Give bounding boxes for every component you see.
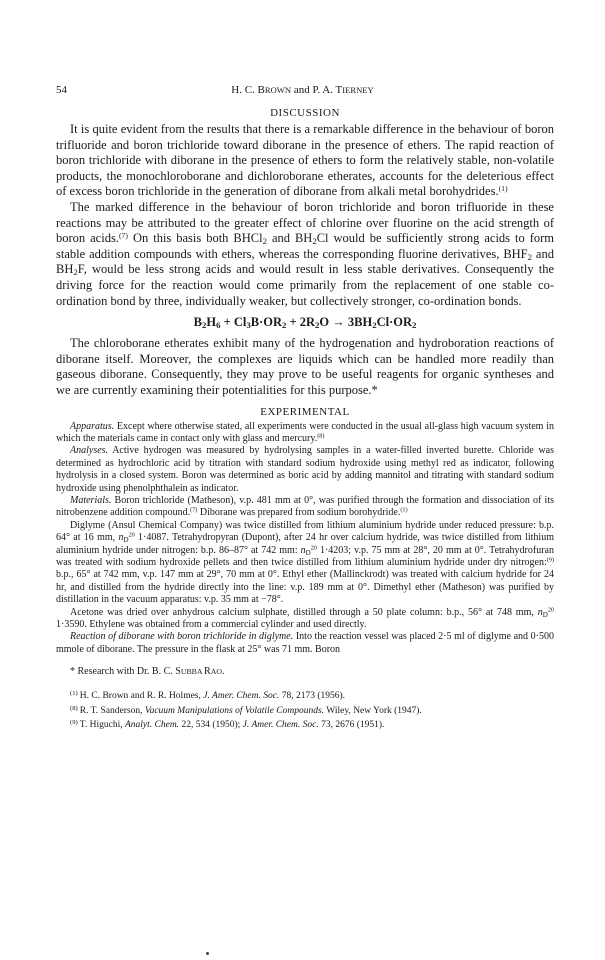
running-header	[56, 84, 554, 98]
reaction-equation: $B_2H_6 + Cl_3B\cdot OR_2 + 2R_2O \to 3BH_2Cl\cdot OR_2$	[193, 315, 417, 331]
analyses-paragraph: Analyses. Active hydrogen was measured by hydrolysing samples in a water-filled inverted burette. Chloride was determined as hydrochloric acid by titration with standard sodium hydroxide using methyl red as indicator, following hydrolysis in a closed system. Boron was determined as boric acid by adding mannitol and titrating with standard sodium hydroxide using phenolphthalein as indicator.	[56, 445, 554, 494]
acetone-paragraph: Acetone was dried over anhydrous calcium sulphate, distilled through a 50 plate column: b.p., 56° at 748 mm, $n_D^{20}$ 1·3590. Ethylene was obtained from a commercial cylinder and used directly.	[56, 606, 554, 630]
running-title: H. C. BROWN and P. A. TIERNEY	[231, 84, 374, 96]
reference-item: $^{(1)}$ H. C. Brown and R. R. Holmes, J. Amer. Chem. Soc. 78, 2173 (1956).	[70, 690, 346, 702]
solvents-paragraph: Diglyme (Ansul Chemical Company) was twice distilled from lithium aluminium hydride under reduced pressure: b.p. 64° at 16 mm, $n_D^{20}$ 1·4087. Tetrahydropyran (Dupont), after 24 hr over calcium hydride, was twice distilled from lithium aluminium hydride under nitrogen: b.p. 86–87° at 742 mm: $n_D^{20}$ 1·4203; v.p. 75 mm at 28°, 20 mm at 0°. Tetrahydrofuran was treated with sodium hydroxide pellets and then twice distilled from lithium aluminium hydride under dry nitrogen:$^{(9)}$ b.p., 65° at 742 mm, v.p. 147 mm at 29°, 70 mm at 0°. Ethyl ether (Mallinckrodt) was treated with calcium hydride for 24 hr, and distilled from the hydride directly into the line: v.p. 189 mm at 0°. Dimethyl ether (Matheson) was purified by distillation in the vacuum apparatus: v.p. 35 mm at −78°.	[56, 519, 554, 606]
journal-page	[56, 84, 554, 732]
experimental-body	[56, 421, 554, 657]
reference-item: $^{(8)}$ R. T. Sanderson, Vacuum Manipulations of Volatile Compounds. Wiley, New York (1947).	[70, 704, 422, 716]
reaction-paragraph: Reaction of diborane with boron trichloride in diglyme. Into the reaction vessel was placed 2·5 ml of diglyme and 0·500 mmole of diborane. The pressure in the flask at 25° was 71 mm. Boron	[56, 631, 555, 655]
page-number: 54	[56, 84, 67, 96]
discussion-paragraph-1: It is quite evident from the results that there is a remarkable difference in the behaviour of boron trifluoride and boron trichloride toward diborane in the presence of ethers. The rapid reaction of boron trichloride with diborane in the presence of ethers to form the relatively stable, non-volatile products, the monochloroborane and dichloroborane etherates, accounts for the deleterious effect of excess boron trichloride in the generation of diborane from alkali metal borohydrides.$^{(1)}$	[56, 122, 554, 199]
references	[56, 688, 554, 731]
discussion-paragraph-3: The chloroborane etherates exhibit many of the hydrogenation and hydroboration reactions of diborane itself. Moreover, the complexes are liquids which can be handled more readily than gaseous diborane. Consequently, they may prove to be useful reagents for organic syntheses and we are currently examining their potentialities for this purpose.*	[56, 336, 554, 397]
discussion-paragraph-2: The marked difference in the behaviour of boron trichloride and boron trifluoride in these reactions may be attributed to the greater effect of chlorine over fluorine on the acid strength of boron acids.$^{(7)}$ On this basis both BHCl$_2$ and $BH_2Cl$ would be sufficiently strong acids to form stable addition compounds with ethers, whereas the corresponding fluorine derivatives, $BHF_2$ and $BH_2F$, would be less strong acids and would result in less stable derivatives. Consequently the driving force for the reaction would come primarily from the replacement of one stable co-ordination bond by three, individually weaker, but collectively stronger, co-ordination bonds.	[56, 199, 554, 308]
discussion-heading: DISCUSSION	[270, 107, 340, 119]
reference-item: $^{(9)}$ T. Higuchi, Analyt. Chem. 22, 534 (1950); J. Amer. Chem. Soc. 73, 2676 (1951).	[70, 719, 385, 731]
experimental-heading: EXPERIMENTAL	[260, 405, 350, 418]
page-mark	[206, 952, 209, 955]
footnote: * Research with Dr. B. C. SUBBA RAO.	[70, 666, 225, 678]
discussion-body	[56, 122, 554, 399]
materials-paragraph: Materials. Boron trichloride (Matheson), v.p. 481 mm at 0°, was purified through the formation and dissociation of its nitrobenzene addition compound.$^{(7)}$ Diborane was prepared from sodium borohydride.$^{(1)}$	[56, 494, 554, 519]
apparatus-paragraph: Apparatus. Except where otherwise stated, all experiments were conducted in the usual all-glass high vacuum system in which the materials came in contact only with glass and mercury.$^{(8)}$	[56, 420, 554, 444]
